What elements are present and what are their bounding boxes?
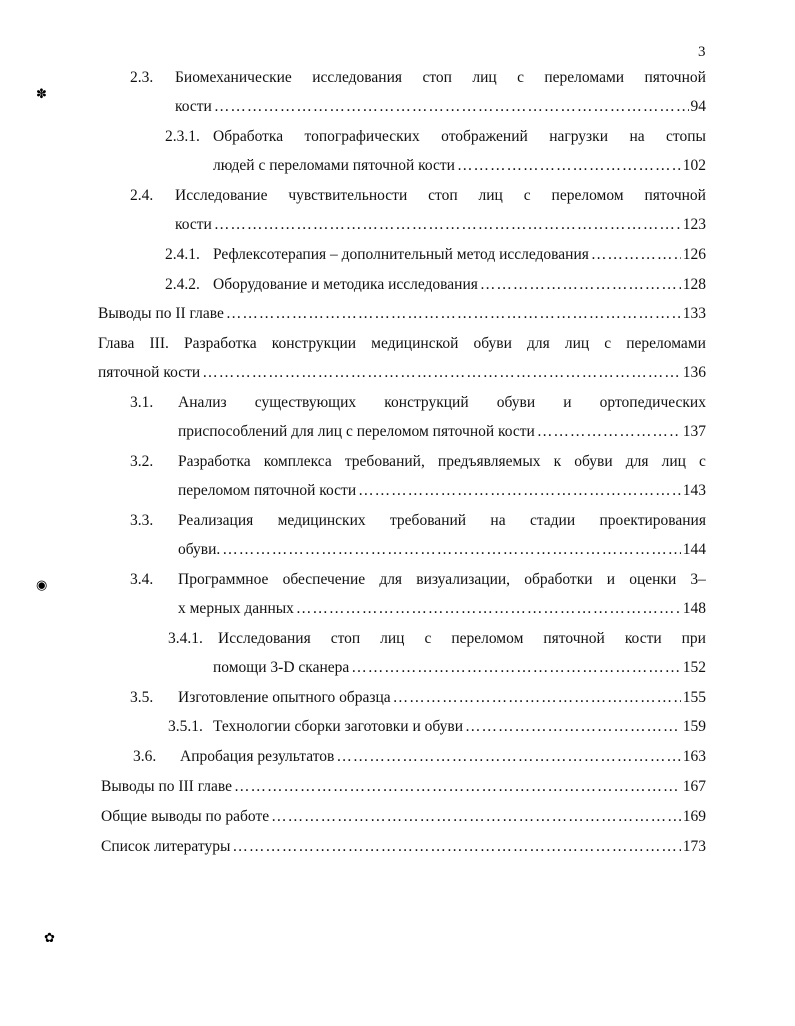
- entry-title-line: Оборудование и методика исследования ……………………………………………………………………………………………………………………………………………………………… 128: [213, 276, 706, 294]
- entry-title-line: Изготовление опытного образца ……………………………………………………………………………………………………………………………………………………………… 155: [178, 689, 706, 707]
- entry-title-line: Глава III. Разработка конструкции медицинской обуви для лиц с переломами: [98, 335, 706, 352]
- page-ref: 169: [682, 808, 706, 825]
- page-ref: 144: [682, 541, 706, 558]
- page-ref: 102: [682, 157, 706, 174]
- entry-title-line: Исследования стоп лиц с переломом пяточной кости при: [218, 630, 706, 647]
- section-number: 3.5.1.: [168, 718, 203, 735]
- section-number: 3.5.: [130, 689, 154, 706]
- section-number: 2.4.1.: [165, 246, 200, 263]
- entry-continuation: обуви. ……………………………………………………………………………………………………………………………………………………………… 144: [178, 541, 706, 559]
- entry-continuation: пяточной кости ……………………………………………………………………………………………………………………………………………………………… 136: [98, 364, 706, 382]
- entry-title-line: Выводы по III главе ……………………………………………………………………………………………………………………………………………………………… 167: [101, 778, 706, 796]
- section-number: 3.3.: [130, 512, 154, 529]
- section-number: 3.4.1.: [168, 630, 203, 647]
- page-ref: 126: [682, 246, 706, 263]
- page-ref: 123: [682, 216, 706, 233]
- entry-title-line: Исследование чувствительности стоп лиц с переломом пяточной: [175, 187, 706, 204]
- entry-continuation: кости ……………………………………………………………………………………………………………………………………………………………… 123: [175, 216, 706, 234]
- entry-title-line: Анализ существующих конструкций обуви и ортопедических: [178, 394, 706, 411]
- page-ref: 173: [682, 838, 706, 855]
- page-ref: 137: [682, 423, 706, 440]
- section-number: 3.1.: [130, 394, 154, 411]
- entry-title-line: Рефлексотерапия – дополнительный метод исследования ……………………………………………………………………………………………………………………………………………………………… 126: [213, 246, 706, 264]
- entry-title-line: Список литературы ……………………………………………………………………………………………………………………………………………………………… 173: [101, 838, 706, 856]
- page-number: 3: [698, 44, 706, 60]
- page-ref: 128: [682, 276, 706, 293]
- page-ref: 159: [682, 718, 706, 735]
- entry-title-line: Биомеханические исследования стоп лиц с переломами пяточной: [175, 69, 706, 86]
- page-ref: 152: [682, 659, 706, 676]
- scan-mark: ◉: [36, 577, 48, 592]
- entry-title-line: Реализация медицинских требований на стадии проектирования: [178, 512, 706, 529]
- section-number: 3.6.: [133, 748, 157, 765]
- page-ref: 94: [690, 98, 706, 115]
- entry-title-line: Апробация результатов ……………………………………………………………………………………………………………………………………………………………… 163: [180, 748, 706, 766]
- section-number: 2.3.1.: [165, 128, 200, 145]
- section-number: 3.4.: [130, 571, 154, 588]
- entry-title-line: Выводы по II главе ……………………………………………………………………………………………………………………………………………………………… 133: [98, 305, 706, 323]
- page-ref: 136: [682, 364, 706, 381]
- section-number: 2.4.: [130, 187, 154, 204]
- entry-title-line: Программное обеспечение для визуализации, обработки и оценки 3–: [178, 571, 706, 588]
- entry-title-line: Технологии сборки заготовки и обуви ……………………………………………………………………………………………………………………………………………………………… 159: [213, 718, 706, 736]
- entry-continuation: людей с переломами пяточной кости ……………………………………………………………………………………………………………………………………………………………… 102: [213, 157, 706, 175]
- page-ref: 148: [682, 600, 706, 617]
- entry-continuation: приспособлений для лиц с переломом пяточной кости ……………………………………………………………………………………………………………………………………………………………… 137: [178, 423, 706, 441]
- page-ref: 143: [682, 482, 706, 499]
- scan-mark: ✽: [36, 86, 47, 101]
- page-ref: 167: [682, 778, 706, 795]
- section-number: 3.2.: [130, 453, 154, 470]
- entry-continuation: переломом пяточной кости ……………………………………………………………………………………………………………………………………………………………… 143: [178, 482, 706, 500]
- page-ref: 163: [682, 748, 706, 765]
- entry-continuation: помощи 3-D сканера ……………………………………………………………………………………………………………………………………………………………… 152: [213, 659, 706, 677]
- section-number: 2.4.2.: [165, 276, 200, 293]
- page-ref: 133: [682, 305, 706, 322]
- page-ref: 155: [682, 689, 706, 706]
- entry-title-line: Общие выводы по работе ……………………………………………………………………………………………………………………………………………………………… 169: [101, 808, 706, 826]
- section-number: 2.3.: [130, 69, 154, 86]
- entry-continuation: кости ……………………………………………………………………………………………………………………………………………………………… 94: [175, 98, 706, 116]
- entry-title-line: Обработка топографических отображений нагрузки на стопы: [213, 128, 706, 145]
- entry-continuation: х мерных данных ……………………………………………………………………………………………………………………………………………………………… 148: [178, 600, 706, 618]
- entry-title-line: Разработка комплекса требований, предъявляемых к обуви для лиц с: [178, 453, 706, 470]
- scan-mark: ✿: [44, 930, 55, 945]
